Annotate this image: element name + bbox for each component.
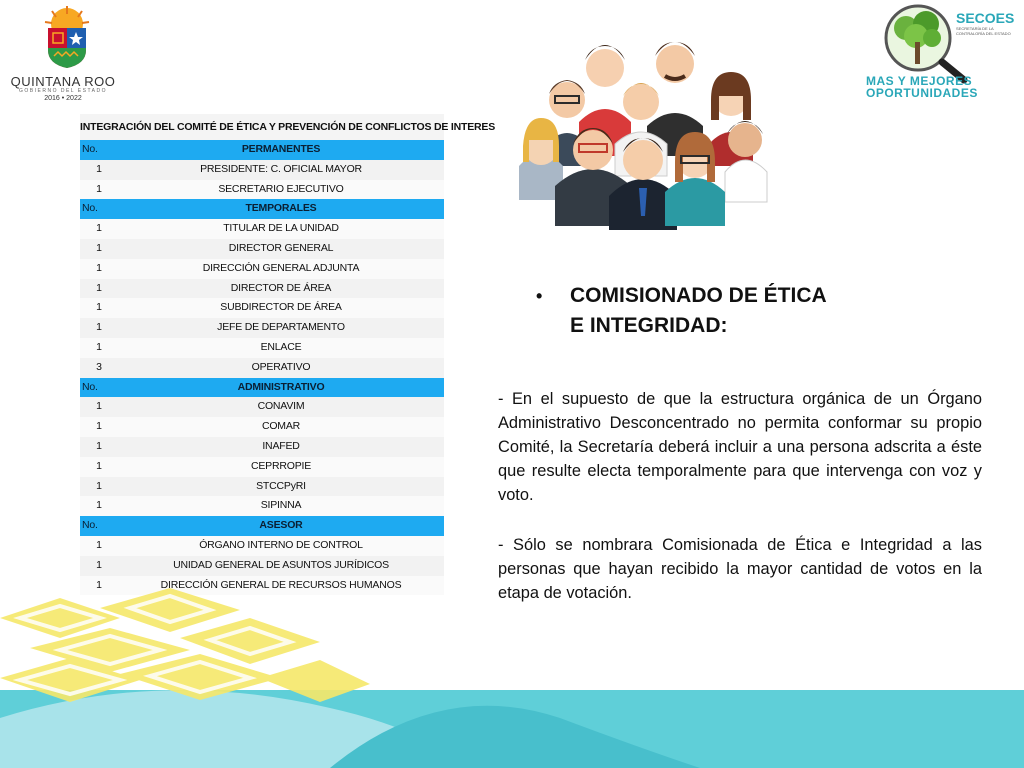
section-name: PERMANENTES <box>118 140 444 160</box>
bullet-icon: • <box>536 286 543 306</box>
table-row <box>80 556 444 576</box>
member-role: STCCPyRI <box>118 477 444 497</box>
section-header <box>80 140 444 160</box>
member-role: DIRECCIÓN GENERAL ADJUNTA <box>118 259 444 279</box>
table-row <box>80 239 444 259</box>
member-count: 1 <box>80 576 118 596</box>
table-row <box>80 358 444 378</box>
table-row <box>80 397 444 417</box>
section-header <box>80 378 444 398</box>
secoes-logo <box>862 2 1022 102</box>
member-role: CONAVIM <box>118 397 444 417</box>
quintana-roo-logo <box>8 4 118 104</box>
member-count: 1 <box>80 239 118 259</box>
commissioner-heading <box>536 281 866 341</box>
section-name: TEMPORALES <box>118 199 444 219</box>
table-row <box>80 160 444 180</box>
table-row <box>80 477 444 497</box>
committee-table-body <box>80 140 444 595</box>
table-row <box>80 457 444 477</box>
member-role: DIRECTOR GENERAL <box>118 239 444 259</box>
member-role: OPERATIVO <box>118 358 444 378</box>
slogan-line-1: MAS Y MEJORES <box>866 74 973 88</box>
member-role: SIPINNA <box>118 496 444 516</box>
table-title: INTEGRACIÓN DEL COMITÉ DE ÉTICA Y PREVENCIÓN DE CONFLICTOS DE INTERES <box>80 114 444 140</box>
state-shield-icon <box>40 6 94 70</box>
member-count: 1 <box>80 496 118 516</box>
member-count: 1 <box>80 536 118 556</box>
people-group-illustration <box>497 16 797 236</box>
member-count: 1 <box>80 259 118 279</box>
table-row <box>80 437 444 457</box>
table-row <box>80 496 444 516</box>
member-role: COMAR <box>118 417 444 437</box>
member-role: ÓRGANO INTERNO DE CONTROL <box>118 536 444 556</box>
logo-state-years: 2016 • 2022 <box>44 95 82 102</box>
tree-magnifier-icon <box>870 2 966 82</box>
member-count: 1 <box>80 279 118 299</box>
member-count: 1 <box>80 318 118 338</box>
slogan-line-2: OPORTUNIDADES <box>866 86 978 100</box>
section-name: ASESOR <box>118 516 444 536</box>
heading-line-2: E INTEGRIDAD: <box>570 314 728 337</box>
paragraph-votes: - Sólo se nombrara Comisionada de Ética e Integridad a las personas que hayan recibido la mayor cantidad de votos en la etapa de votación. <box>498 536 982 602</box>
table-row <box>80 318 444 338</box>
member-count: 1 <box>80 556 118 576</box>
member-role: SUBDIRECTOR DE ÁREA <box>118 298 444 318</box>
table-row <box>80 219 444 239</box>
logo-state-name: QUINTANA ROO <box>10 74 116 89</box>
section-header <box>80 199 444 219</box>
member-count: 1 <box>80 219 118 239</box>
member-count: 1 <box>80 180 118 200</box>
footer-decoration <box>0 598 1024 768</box>
member-role: ENLACE <box>118 338 444 358</box>
member-role: DIRECCIÓN GENERAL DE RECURSOS HUMANOS <box>118 576 444 596</box>
paragraph-structure: - En el supuesto de que la estructura orgánica de un Órgano Administrativo Desconcentrado no permita conformar su propio Comité, la Secretaría deberá incluir a una persona adscrita a éste que resulte electa temporalmente para que intervenga con voz y voto. <box>498 390 982 504</box>
section-num-header: No. <box>80 378 118 398</box>
member-role: TITULAR DE LA UNIDAD <box>118 219 444 239</box>
member-role: INAFED <box>118 437 444 457</box>
member-count: 3 <box>80 358 118 378</box>
member-role: CEPRROPIE <box>118 457 444 477</box>
table-row <box>80 259 444 279</box>
table-row <box>80 417 444 437</box>
secoes-brand: SECOES <box>956 10 1015 26</box>
member-role: PRESIDENTE: C. OFICIAL MAYOR <box>118 160 444 180</box>
member-count: 1 <box>80 417 118 437</box>
table-row <box>80 536 444 556</box>
member-role: UNIDAD GENERAL DE ASUNTOS JURÍDICOS <box>118 556 444 576</box>
member-role: JEFE DE DEPARTAMENTO <box>118 318 444 338</box>
member-count: 1 <box>80 298 118 318</box>
member-count: 1 <box>80 457 118 477</box>
section-name: ADMINISTRATIVO <box>118 378 444 398</box>
table-row <box>80 279 444 299</box>
member-role: SECRETARIO EJECUTIVO <box>118 180 444 200</box>
member-count: 1 <box>80 397 118 417</box>
member-count: 1 <box>80 477 118 497</box>
logo-state-sub: GOBIERNO DEL ESTADO <box>19 88 107 94</box>
table-row <box>80 298 444 318</box>
member-role: DIRECTOR DE ÁREA <box>118 279 444 299</box>
member-count: 1 <box>80 160 118 180</box>
secoes-brand-sub: SECRETARÍA DE LA CONTRALORÍA DEL ESTADO <box>956 26 1011 36</box>
section-num-header: No. <box>80 199 118 219</box>
section-header <box>80 516 444 536</box>
section-num-header: No. <box>80 140 118 160</box>
heading-line-1: COMISIONADO DE ÉTICA <box>570 284 827 307</box>
table-row <box>80 338 444 358</box>
section-num-header: No. <box>80 516 118 536</box>
committee-table <box>80 114 495 595</box>
table-row <box>80 576 444 596</box>
member-count: 1 <box>80 338 118 358</box>
member-count: 1 <box>80 437 118 457</box>
table-row <box>80 180 444 200</box>
